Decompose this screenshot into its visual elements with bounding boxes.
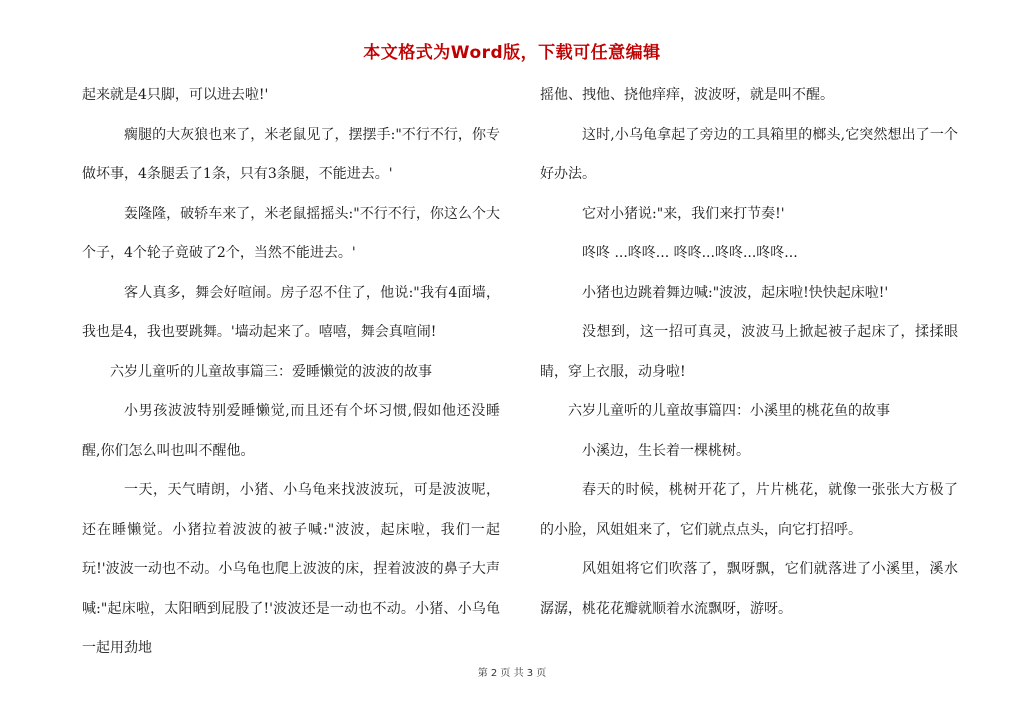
- document-banner: 本文格式为Word版，下载可任意编辑: [363, 43, 661, 63]
- section-heading: 六岁儿童听的儿童故事篇三：爱睡懒觉的波波的故事: [110, 363, 432, 380]
- page-number: 第 2 页 共 3 页: [477, 668, 547, 679]
- paragraph: 它对小猪说:"来，我们来打节奏!': [582, 205, 785, 222]
- paragraph: 小溪边，生长着一棵桃树。: [582, 442, 750, 459]
- paragraph: 春天的时候，桃树开花了，片片桃花，就像一张张大方极了的小脸，风姐姐来了，它们就点点头，向它打招呼。: [540, 482, 958, 538]
- paragraph: 起来就是4只脚，可以进去啦!': [82, 87, 269, 103]
- paragraph: 轰隆隆，破轿车来了，米老鼠摇摇头:"不行不行，你这么个大个子，4个轮子竟破了2个，当然不能进去。': [82, 205, 500, 261]
- right-column: [540, 76, 958, 629]
- paragraph: 风姐姐将它们吹落了，飘呀飘，它们就落进了小溪里，溪水潺潺，桃花花瓣就顺着水流飘呀，游呀。: [540, 561, 958, 617]
- paragraph: 小男孩波波特别爱睡懒觉,而且还有个坏习惯,假如他还没睡醒,你们怎么叫也叫不醒他。: [82, 403, 500, 459]
- section-heading: 六岁儿童听的儿童故事篇四：小溪里的桃花鱼的故事: [568, 403, 890, 419]
- left-column: [82, 76, 500, 669]
- paragraph: 一天，天气晴朗，小猪、小乌龟来找波波玩，可是波波呢，还在睡懒觉。小猪拉着波波的被子喊:"波波，起床啦，我们一起玩!'波波一动也不动。小乌龟也爬上波波的床，捏着波波的鼻子大声喊:"起床啦，太阳晒到屁股了!'波波还是一动也不动。小猪、小乌龟一起用劲地: [82, 482, 500, 656]
- paragraph: 小猪也边跳着舞边喊:"波波，起床啦!快快起床啦!': [582, 284, 889, 301]
- paragraph: 这时,小乌龟拿起了旁边的工具箱里的榔头,它突然想出了一个好办法。: [540, 126, 958, 182]
- paragraph: 客人真多，舞会好喧闹。房子忍不住了，他说:"我有4面墙，我也是4，我也要跳舞。'墙动起来了。嘻嘻，舞会真喧闹!: [82, 284, 500, 340]
- paragraph: 没想到，这一招可真灵，波波马上掀起被子起床了，揉揉眼睛，穿上衣服，动身啦!: [540, 324, 958, 380]
- paragraph: 摇他、拽他、挠他痒痒，波波呀，就是叫不醒。: [540, 87, 834, 103]
- paragraph: 瘸腿的大灰狼也来了，米老鼠见了，摆摆手:"不行不行，你专做坏事，4条腿丢了1条，只有3条腿，不能进去。': [82, 126, 500, 182]
- paragraph: 咚咚 ...咚咚... 咚咚...咚咚...咚咚...: [582, 245, 798, 261]
